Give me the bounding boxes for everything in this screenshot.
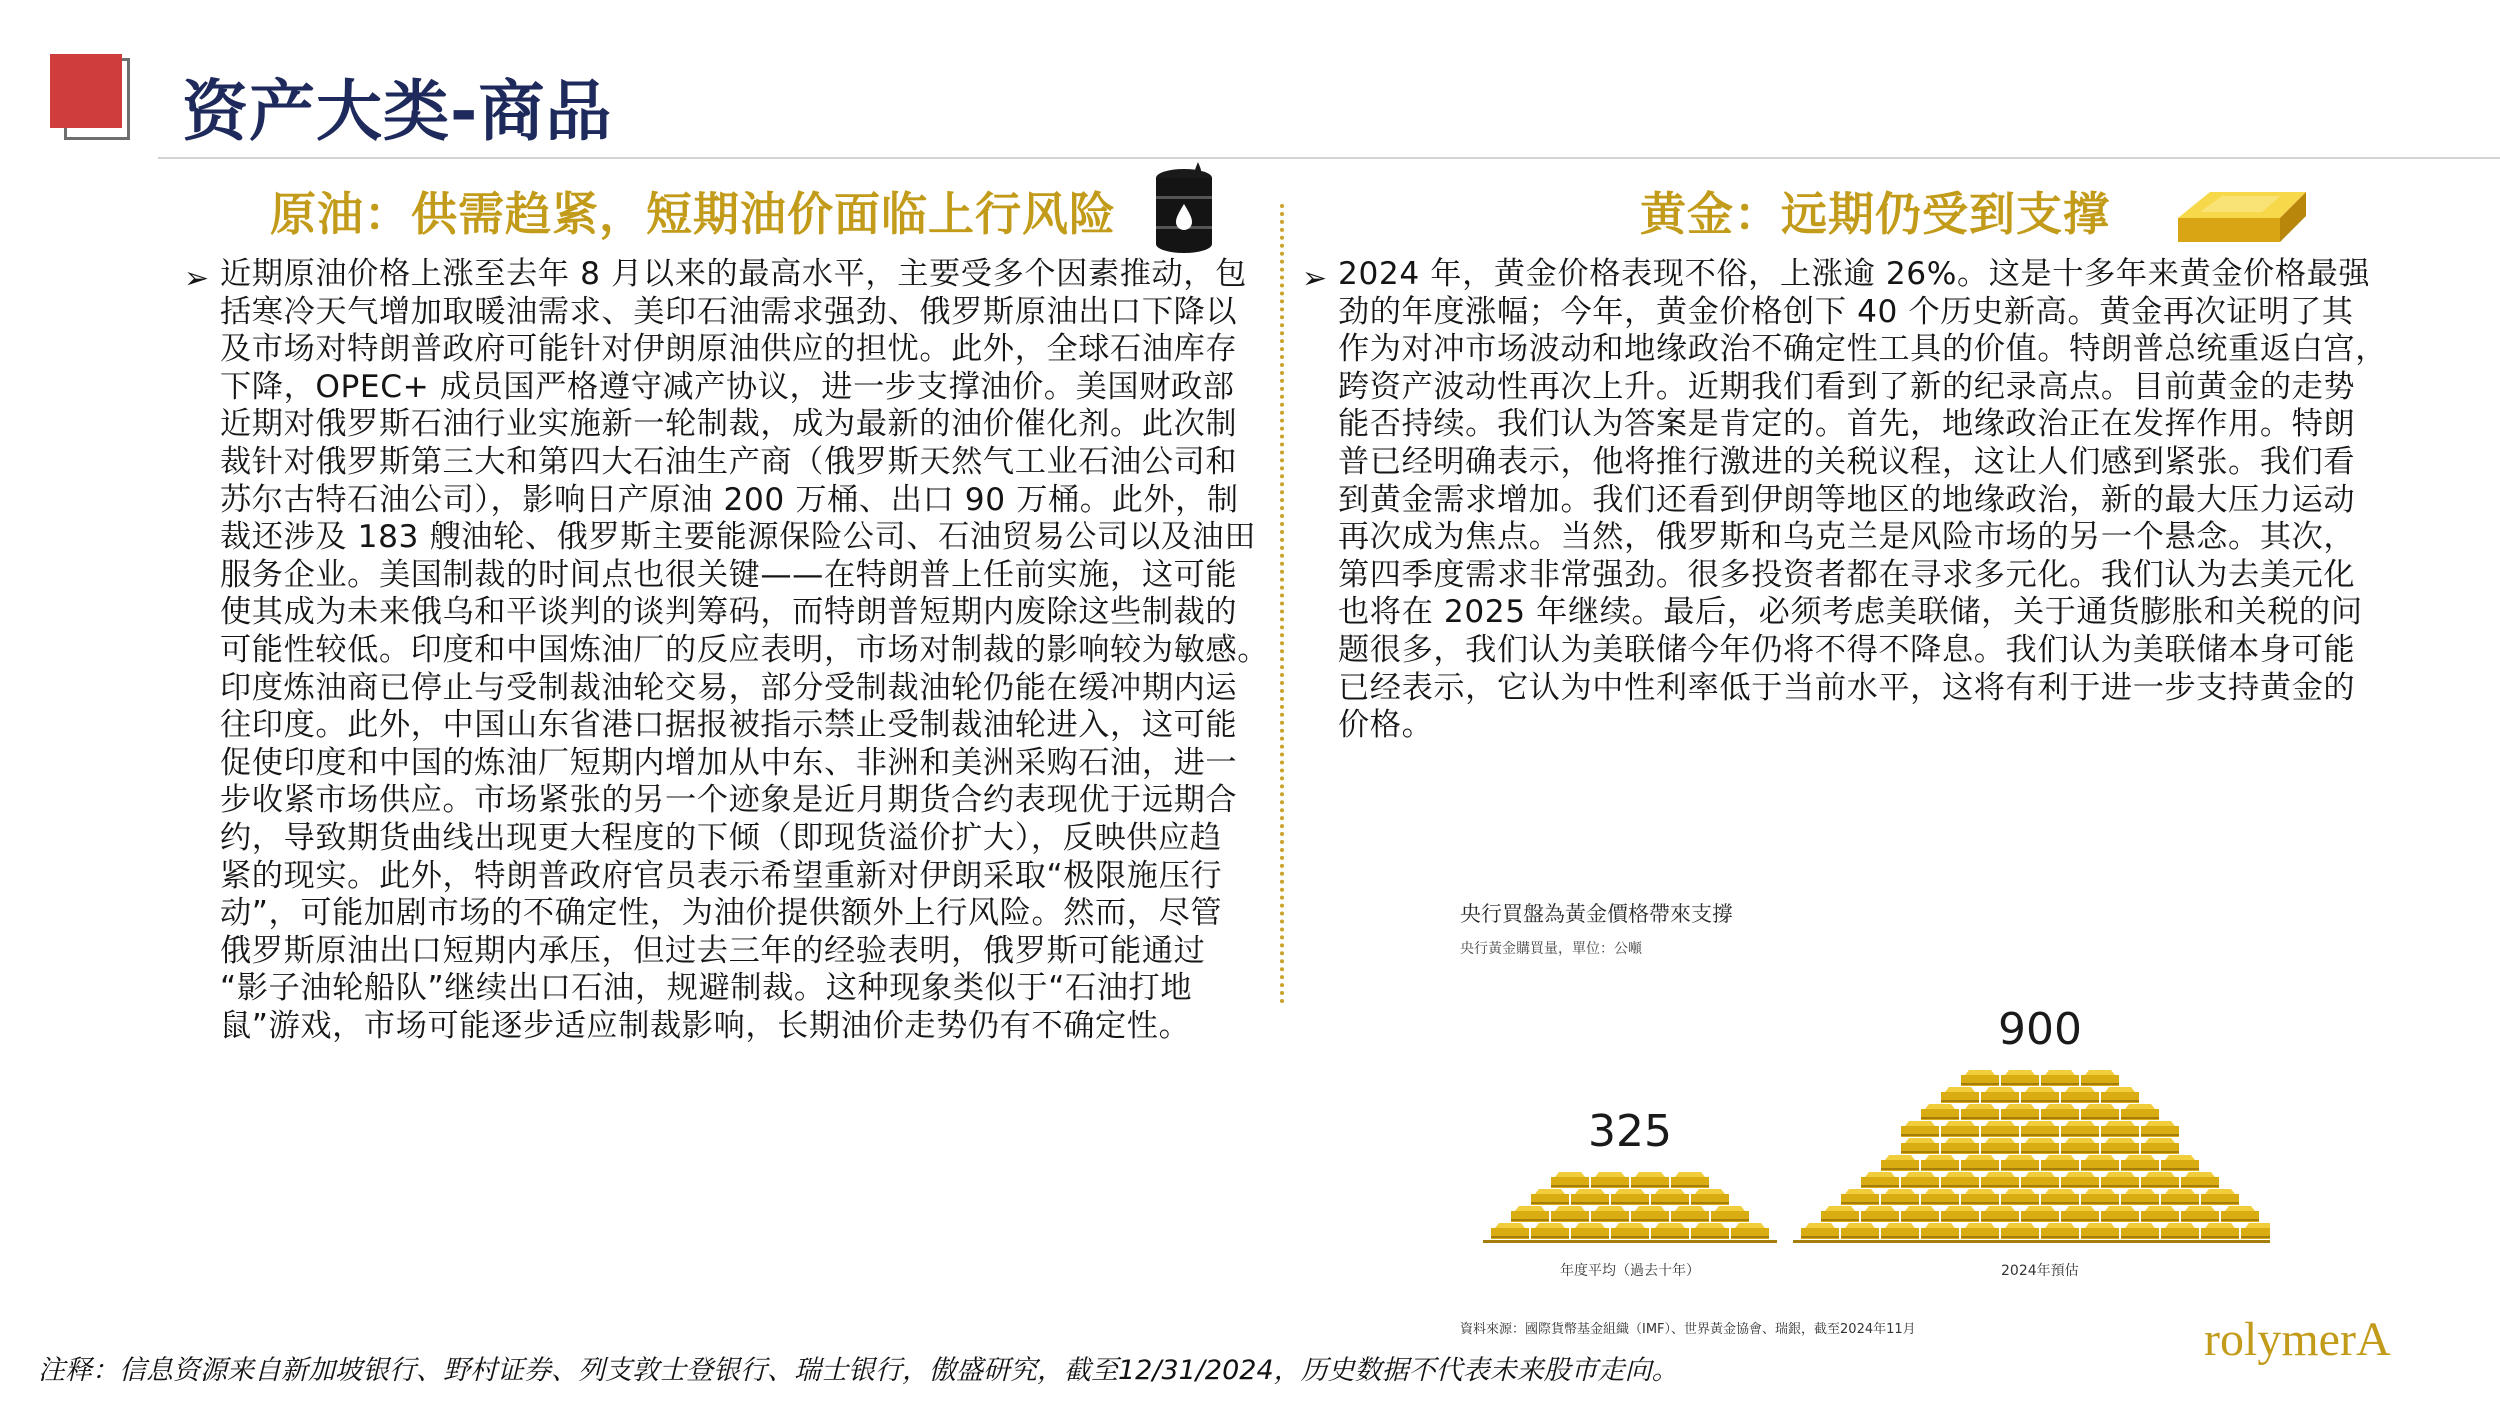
chart-bar-1-ingot <box>2021 1138 2059 1154</box>
chart-bar-1-ingot <box>2141 1121 2179 1137</box>
chart-bar-1-ingot <box>1881 1189 1919 1205</box>
chart-base-1 <box>1793 1240 2270 1243</box>
chart-category-label-0: 年度平均（過去十年） <box>1560 1263 1700 1279</box>
chart-bar-1-ingot <box>2141 1138 2179 1154</box>
chart-bar-1-ingot <box>2141 1206 2179 1222</box>
header-mark-red-square <box>50 54 122 128</box>
chart-bar-1-ingot <box>1981 1138 2019 1154</box>
chart-bar-1-ingot <box>2001 1189 2039 1205</box>
chart-source: 資料來源：國際貨幣基金組織（IMF）、世界黃金協會、瑞銀，截至2024年11月 <box>1460 1322 1916 1337</box>
chart-bar-1-ingot <box>1961 1189 1999 1205</box>
chart-bar-1-ingot <box>2021 1121 2059 1137</box>
chart-bar-1-ingot <box>1961 1104 1999 1120</box>
oil-barrel-icon <box>1148 158 1220 258</box>
chart-bar-0-ingot <box>1491 1223 1529 1239</box>
chart-bar-1-ingot <box>1881 1155 1919 1171</box>
chart-bar-1-ingot <box>2061 1172 2099 1188</box>
chart-bar-0-ingot <box>1571 1189 1609 1205</box>
chart-bar-1-ingot <box>2021 1172 2059 1188</box>
chart-bar-0-ingot <box>1551 1172 1589 1188</box>
chart-bar-1-ingot <box>2061 1087 2099 1103</box>
chart-bar-1-ingot <box>2201 1223 2239 1239</box>
chart-bar-1-ingot <box>2041 1223 2079 1239</box>
gold-bullet-marker: ➢ <box>1302 261 1328 296</box>
chart-bar-1-ingot <box>2121 1189 2159 1205</box>
chart-bar-1-ingot <box>1981 1087 2019 1103</box>
chart-bar-1-ingot <box>2081 1223 2119 1239</box>
chart-bar-0-ingot <box>1691 1189 1729 1205</box>
chart-title: 央行買盤為黃金價格帶來支撐 <box>1460 902 1733 926</box>
chart-bar-0-ingot <box>1651 1223 1689 1239</box>
chart-bar-1-ingot <box>2001 1155 2039 1171</box>
chart-bar-1-ingot <box>1841 1189 1879 1205</box>
oil-body-text: 近期原油价格上涨至去年 8 月以来的最高水平，主要受多个因素推动，包 括寒冷天气增加取暖油需求、美印石油需求强劲、俄罗斯原油出口下降以 及市场对特朗普政府可能针对伊朗原油供应的担忧。此外，全球石油库存 下降，OPEC+ 成员国严格遵守减产协议，进一步支撑油价。美国财政部 近期对俄罗斯石油行业实施新一轮制裁，成为最新的油价催化剂。此次制 裁针对俄罗斯第三大和第四大石油生产商（俄罗斯天然气工业石油公司和 苏尔古特石油公司），影响日产原油 200 万桶、出口 90 万桶。此外，制 裁还涉及 183 艘油轮、俄罗斯主要能源保险公司、石油贸易公司以及油田 服务企业。美国制裁的时间点也很关键——在特朗普上任前实施，这可能 使其成为未来俄乌和平谈判的谈判筹码，而特朗普短期内废除这些制裁的 可能性较低。印度和中国炼油厂的反应表明，市场对制裁的影响较为敏感。 印度炼油商已停止与受制裁油轮交易，部分受制裁油轮仍能在缓冲期内运 往印度。此外，中国山东省港口据报被指示禁止受制裁油轮进入，这可能 促使印度和中国的炼油厂短期内增加从中东、非洲和美洲采购石油，进一 步收紧市场供应。市场紧张的另一个迹象是近月期货合约表现优于远期合 约，导致期货曲线出现更大程度的下倾（即现货溢价扩大），反映供应趋 紧的现实。此外，特朗普政府官员表示希望重新对伊朗采取“极限施压行 动”，可能加剧市场的不确定性，为油价提供额外上行风险。然而，尽管 俄罗斯原油出口短期内承压，但过去三年的经验表明，俄罗斯可能通过 “影子油轮船队”继续出口石油，规避制裁。这种现象类似于“石油打地 鼠”游戏，市场可能逐步适应制裁影响，长期油价走势仍有不确定性。 <box>220 256 1269 1044</box>
chart-bar-1-ingot <box>2161 1223 2199 1239</box>
chart-bar-1-ingot <box>1881 1223 1919 1239</box>
chart-bar-1-ingot <box>1901 1172 1939 1188</box>
chart-bar-0-ingot <box>1531 1189 1569 1205</box>
chart-bar-1-ingot <box>1921 1189 1959 1205</box>
chart-bar-1-ingot <box>2081 1189 2119 1205</box>
chart-bar-0-ingot <box>1631 1172 1669 1188</box>
chart-value-label-1: 900 <box>1998 1004 2082 1055</box>
chart-bar-0-ingot <box>1611 1189 1649 1205</box>
chart-bar-1-ingot <box>2061 1138 2099 1154</box>
chart-bar-1-ingot <box>1901 1138 1939 1154</box>
gold-body-text: 2024 年，黄金价格表现不俗，上涨逾 26%。这是十多年来黄金价格最强 劲的年度涨幅；今年，黄金价格创下 40 个历史新高。黄金再次证明了其 作为对冲市场波动和地缘政治不确定性工具的价值。特朗普总统重返白宫， 跨资产波动性再次上升。近期我们看到了新的纪录高点。目前黄金的走势 能否持续。我们认为答案是肯定的。首先，地缘政治正在发挥作用。特朗 普已经明确表示，他将推行激进的关税议程，这让人们感到紧张。我们看 到黄金需求增加。我们还看到伊朗等地区的地缘政治，新的最大压力运动 再次成为焦点。当然，俄罗斯和乌克兰是风险市场的另一个悬念。其次， 第四季度需求非常强劲。很多投资者都在寻求多元化。我们认为去美元化 也将在 2025 年继续。最后，必须考虑美联储，关于通货膨胀和关税的问 题很多，我们认为美联储今年仍将不得不降息。我们认为美联储本身可能 已经表示，它认为中性利率低于当前水平，这将有利于进一步支持黄金的 价格。 <box>1338 256 2387 744</box>
chart-bar-1-ingot <box>1841 1223 1879 1239</box>
chart-bar-1-ingot <box>2061 1206 2099 1222</box>
chart-bar-1-ingot <box>2021 1206 2059 1222</box>
chart-bar-1-ingot <box>1861 1206 1899 1222</box>
chart-bar-1-ingot <box>1941 1206 1979 1222</box>
footnote: 注释：信息资源来自新加坡银行、野村证券、列支敦士登银行、瑞士银行，傲盛研究，截至12/31/2024，历史数据不代表未来股市走向。 <box>38 1355 1679 1386</box>
chart-bar-1-ingot <box>2081 1070 2119 1086</box>
chart-bar-1-ingot <box>2101 1172 2139 1188</box>
gold-section-heading: 黄金：远期仍受到支撑 <box>1640 187 2110 241</box>
chart-bar-0-ingot <box>1631 1206 1669 1222</box>
chart-bar-0-ingot <box>1551 1206 1589 1222</box>
chart-bar-1-ingot <box>1901 1121 1939 1137</box>
gold-reserve-chart <box>1470 1000 2270 1250</box>
chart-bar-1-ingot <box>2161 1155 2199 1171</box>
chart-bar-1-ingot <box>1821 1206 1859 1222</box>
chart-bar-1-ingot <box>1941 1121 1979 1137</box>
chart-subtitle: 央行黃金購買量，單位：公噸 <box>1460 941 1642 957</box>
chart-bar-1-ingot <box>2041 1104 2079 1120</box>
oil-bullet-marker: ➢ <box>184 261 210 296</box>
chart-bar-1-ingot <box>2081 1104 2119 1120</box>
chart-bar-0-ingot <box>1611 1223 1649 1239</box>
chart-bar-1-ingot <box>2101 1206 2139 1222</box>
chart-bar-1-ingot <box>1921 1223 1959 1239</box>
chart-bar-0-ingot <box>1691 1223 1729 1239</box>
oil-section-heading: 原油：供需趋紧，短期油价面临上行风险 <box>270 187 1116 241</box>
column-divider <box>1280 204 1284 1004</box>
chart-bar-1-ingot <box>1941 1087 1979 1103</box>
chart-bar-0-ingot <box>1671 1206 1709 1222</box>
chart-bar-1-ingot <box>2221 1206 2259 1222</box>
chart-bar-1-ingot <box>2041 1155 2079 1171</box>
chart-bar-1-ingot <box>2101 1087 2139 1103</box>
chart-bar-1-ingot <box>2101 1121 2139 1137</box>
chart-bar-1-ingot <box>2141 1172 2179 1188</box>
chart-bar-1-ingot <box>2001 1070 2039 1086</box>
chart-bar-1-ingot <box>1981 1206 2019 1222</box>
chart-bar-1-ingot <box>2041 1189 2079 1205</box>
chart-bar-1-ingot <box>2061 1121 2099 1137</box>
chart-bar-1-ingot <box>2181 1172 2219 1188</box>
chart-bar-1-ingot <box>2021 1087 2059 1103</box>
chart-bar-1-ingot <box>1961 1070 1999 1086</box>
chart-bar-1-ingot <box>1961 1155 1999 1171</box>
chart-bar-0-ingot <box>1591 1172 1629 1188</box>
chart-bar-1-ingot <box>1941 1138 1979 1154</box>
chart-base-0 <box>1483 1240 1777 1243</box>
chart-bar-1-ingot <box>1901 1206 1939 1222</box>
chart-bar-0-ingot <box>1531 1223 1569 1239</box>
chart-bar-1-ingot <box>1921 1155 1959 1171</box>
chart-bar-1-ingot <box>1961 1223 1999 1239</box>
chart-bar-1-ingot <box>2241 1223 2270 1239</box>
chart-bar-0-ingot <box>1651 1189 1689 1205</box>
chart-bar-1-ingot <box>1921 1104 1959 1120</box>
chart-category-label-1: 2024年預估 <box>2001 1263 2079 1279</box>
chart-bar-1-ingot <box>2101 1138 2139 1154</box>
header-divider <box>158 157 2500 159</box>
chart-bar-1-ingot <box>2121 1223 2159 1239</box>
chart-bar-1-ingot <box>1981 1172 2019 1188</box>
chart-bar-1-ingot <box>1861 1172 1899 1188</box>
chart-bar-1-ingot <box>2041 1070 2079 1086</box>
chart-bar-1-ingot <box>2161 1189 2199 1205</box>
chart-bar-0-ingot <box>1731 1223 1769 1239</box>
page-title: 资产大类-商品 <box>182 73 613 150</box>
chart-bar-1-ingot <box>1801 1223 1839 1239</box>
gold-bar-icon <box>2170 178 2310 250</box>
company-logo: rolymerA <box>2204 1313 2391 1366</box>
chart-bar-1-ingot <box>2001 1104 2039 1120</box>
chart-bar-1-ingot <box>2201 1189 2239 1205</box>
chart-bar-0-ingot <box>1671 1172 1709 1188</box>
chart-bar-1-ingot <box>2001 1223 2039 1239</box>
chart-bar-0-ingot <box>1711 1206 1749 1222</box>
chart-bar-0-ingot <box>1571 1223 1609 1239</box>
chart-bar-1-ingot <box>1981 1121 2019 1137</box>
chart-value-label-0: 325 <box>1588 1106 1672 1157</box>
chart-bar-1-ingot <box>2121 1155 2159 1171</box>
chart-bar-1-ingot <box>2181 1206 2219 1222</box>
chart-bar-0-ingot <box>1591 1206 1629 1222</box>
chart-bar-1-ingot <box>2121 1104 2159 1120</box>
chart-bar-1-ingot <box>1941 1172 1979 1188</box>
chart-bar-1-ingot <box>2081 1155 2119 1171</box>
chart-bar-0-ingot <box>1511 1206 1549 1222</box>
